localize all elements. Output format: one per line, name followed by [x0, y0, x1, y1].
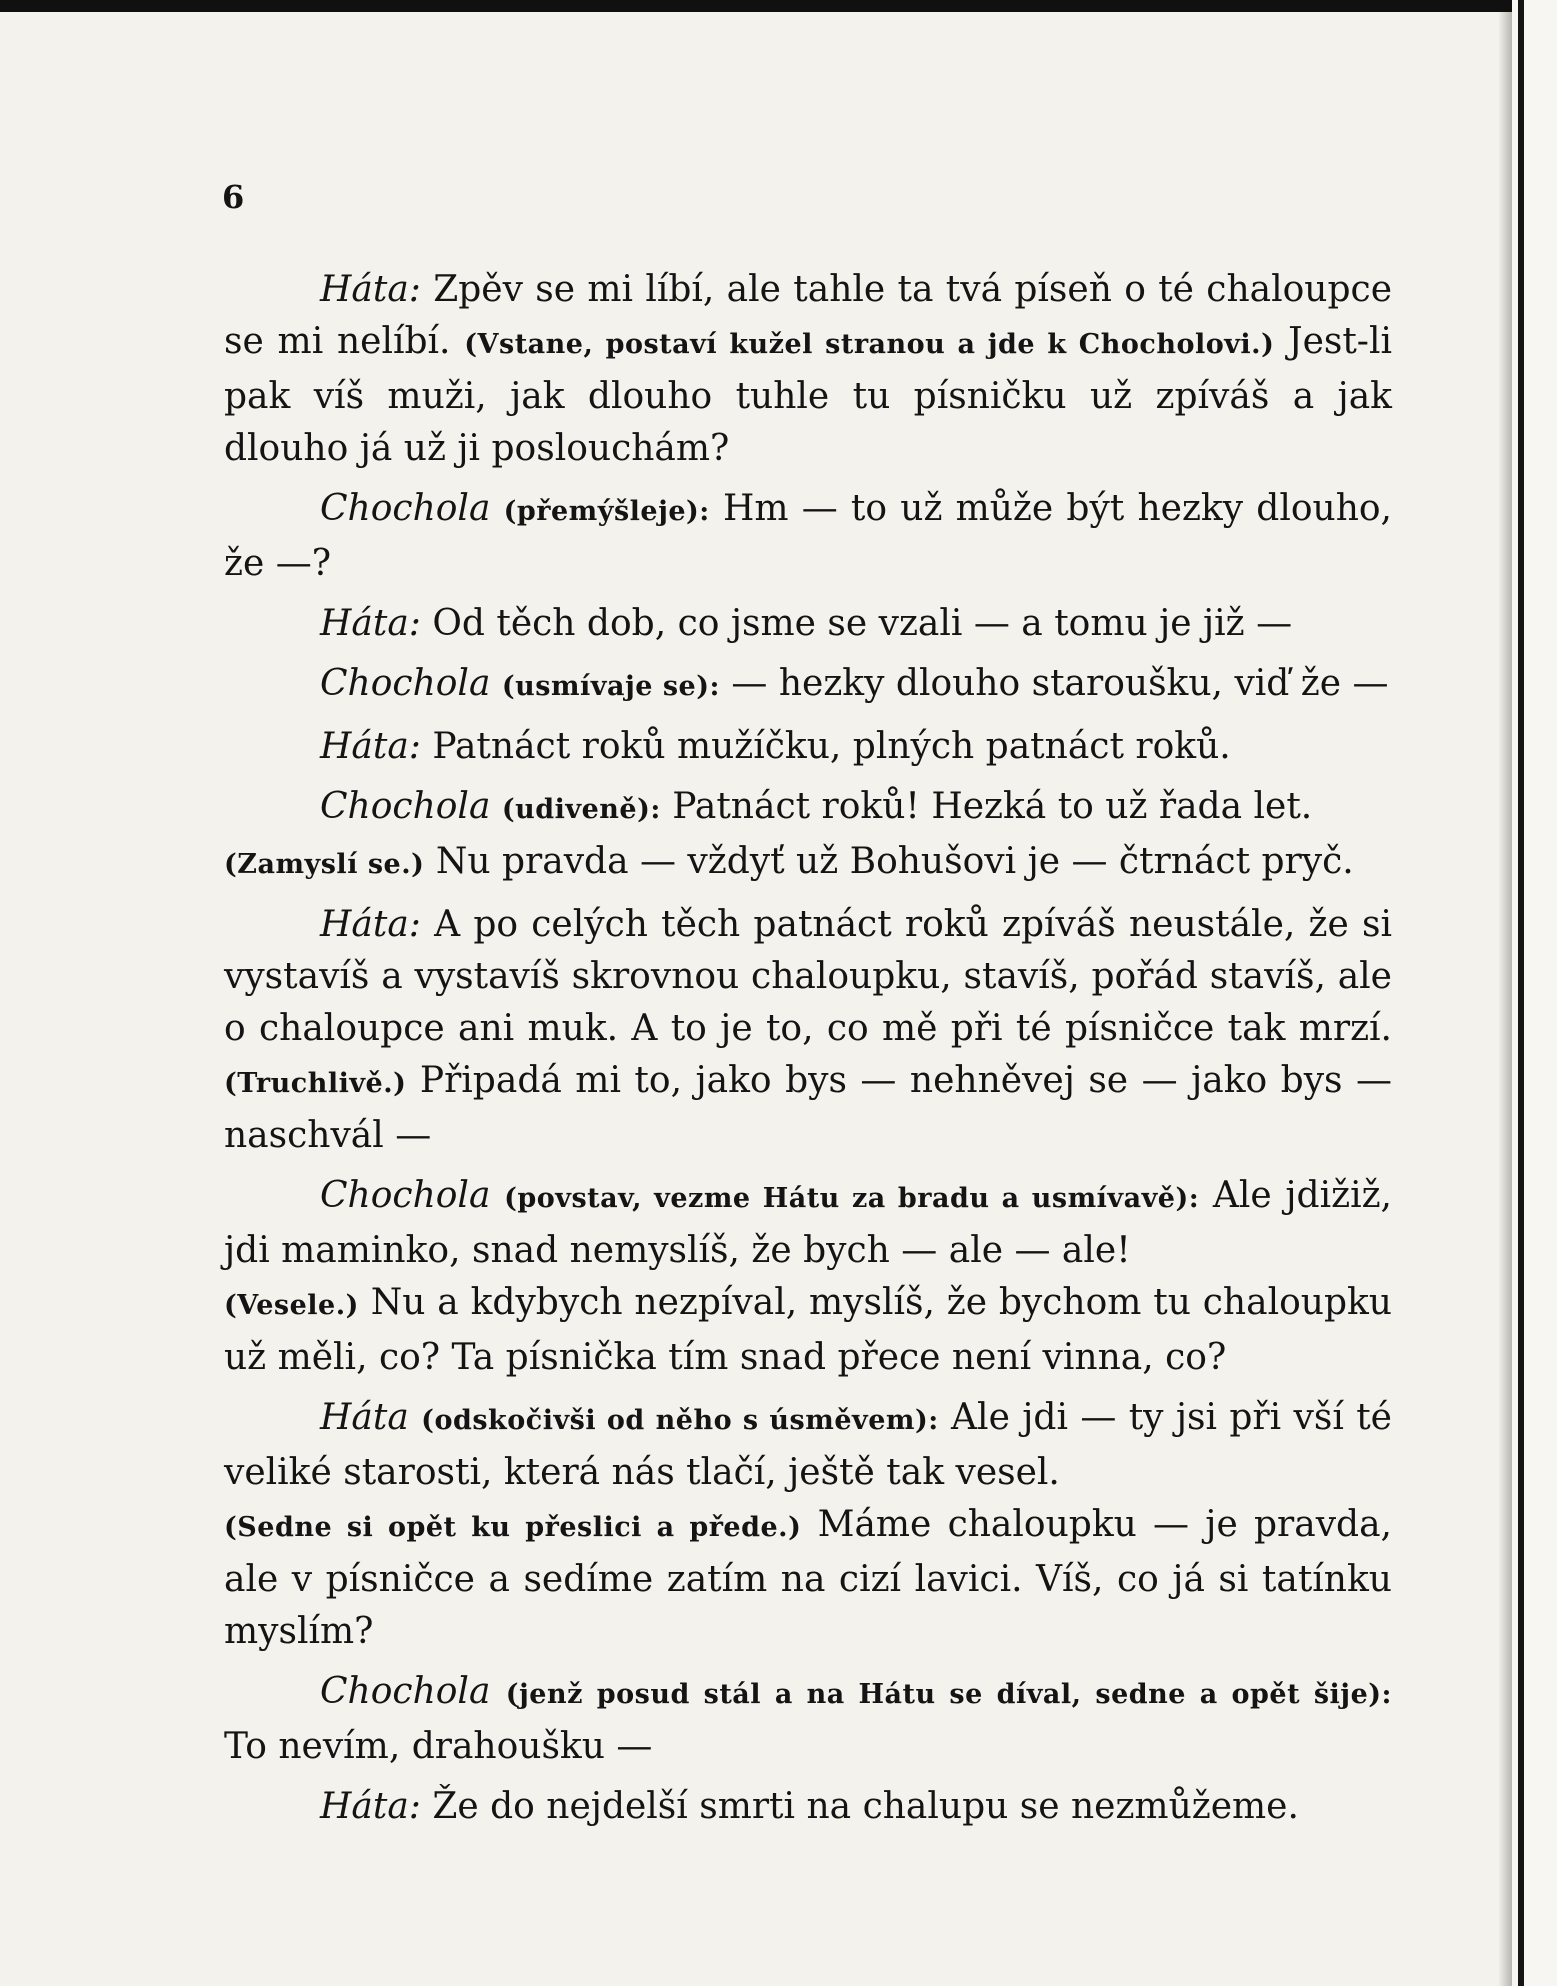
paragraph	[224, 264, 1392, 475]
scan-margin	[1512, 0, 1557, 1986]
stage-direction: (udiveně):	[501, 794, 661, 825]
dialogue-text: Patnáct roků mužíčku, plných patnáct roků.	[420, 726, 1231, 767]
dialogue-text: A po celých těch patnáct roků zpíváš neustále, že si vystavíš a vystavíš skrovnou chaloupku, stavíš, pořád stavíš, ale o chaloupce ani muk. A to je to, co mě při té písničce tak mrzí.	[224, 904, 1392, 1049]
paragraph	[224, 1277, 1392, 1384]
page-number: 6	[222, 178, 245, 216]
speaker-name: Háta:	[320, 269, 421, 310]
page-edge-shadow	[1498, 12, 1512, 1986]
stage-direction: (povstav, vezme Hátu za bradu a usmívavě):	[504, 1183, 1200, 1214]
book-page	[0, 12, 1512, 1986]
stage-direction: (Sedne si opět ku přeslici a přede.)	[224, 1512, 802, 1543]
paragraph	[224, 1499, 1392, 1658]
dialogue-text	[490, 786, 501, 827]
speaker-name: Chochola	[320, 1175, 491, 1216]
paragraph	[224, 1781, 1392, 1833]
dialogue-text	[490, 488, 503, 529]
speaker-name: Háta:	[320, 904, 421, 945]
paragraph	[224, 721, 1392, 773]
stage-direction: (jenž posud stál a na Hátu se díval, sedne a opět šije):	[505, 1679, 1392, 1710]
dialogue-text	[490, 1671, 505, 1712]
paragraph	[224, 1392, 1392, 1499]
speaker-name: Háta:	[320, 603, 421, 644]
dialogue-text: — hezky dlouho staroušku, viď že —	[719, 663, 1389, 704]
stage-direction: (Vstane, postaví kužel stranou a jde k Chocholovi.)	[464, 329, 1275, 360]
dialogue-text: Že do nejdelší smrti na chalupu se nezmůžeme.	[420, 1786, 1299, 1827]
stage-direction: (Vesele.)	[224, 1290, 359, 1321]
dialogue-text: Připadá mi to, jako bys — nehněvej se — jako bys — naschvál —	[224, 1060, 1392, 1156]
dialogue-text: Jest-li pak víš muži, jak dlouho tuhle tu písničku už zpíváš a jak dlouho já už ji poslouchám?	[224, 321, 1392, 469]
paragraph	[224, 1666, 1392, 1773]
dialogue-text: Hm — to už může být hezky dlouho, že —?	[224, 488, 1392, 584]
dialogue-text	[490, 1175, 504, 1216]
paragraph	[224, 598, 1392, 650]
dialogue-text: Nu pravda — vždyť už Bohušovi je — čtrnáct pryč.	[424, 841, 1354, 882]
dialogue-text	[409, 1397, 421, 1438]
stage-direction: (Truchlivě.)	[224, 1068, 407, 1099]
paragraph	[224, 899, 1392, 1162]
dialogue-text: Od těch dob, co jsme se vzali — a tomu je již —	[420, 603, 1293, 644]
paragraph	[224, 781, 1392, 836]
play-text	[224, 264, 1392, 1841]
dialogue-text: To nevím, drahoušku —	[224, 1726, 653, 1767]
dialogue-text: Patnáct roků! Hezká to už řada let.	[660, 786, 1313, 827]
stage-direction: (Zamyslí se.)	[224, 849, 425, 880]
speaker-name: Chochola	[320, 663, 491, 704]
paragraph	[224, 658, 1392, 713]
dialogue-text: Máme chaloupku — je pravda, ale v písničce a sedíme zatím na cizí lavici. Víš, co já si tatínku myslím?	[224, 1504, 1392, 1652]
paragraph	[224, 483, 1392, 590]
speaker-name: Háta	[320, 1397, 409, 1438]
scan-border-line	[1518, 0, 1524, 1986]
dialogue-text: Ale jdižiž, jdi maminko, snad nemyslíš, že bych — ale — ale!	[224, 1175, 1392, 1271]
paragraph	[224, 1170, 1392, 1277]
dialogue-text: Zpěv se mi líbí, ale tahle ta tvá píseň o té chaloupce se mi nelíbí.	[224, 269, 1392, 362]
paragraph	[224, 836, 1392, 891]
dialogue-text: Ale jdi — ty jsi při vší té veliké starosti, která nás tlačí, ještě tak vesel.	[224, 1397, 1392, 1493]
stage-direction: (přemýšleje):	[503, 496, 710, 527]
stage-direction: (usmívaje se):	[501, 671, 720, 702]
stage-direction: (odskočivši od něho s úsměvem):	[421, 1405, 939, 1436]
speaker-name: Háta:	[320, 1786, 421, 1827]
speaker-name: Chochola	[320, 1671, 491, 1712]
speaker-name: Chochola	[320, 786, 491, 827]
speaker-name: Chochola	[320, 488, 491, 529]
dialogue-text	[490, 663, 501, 704]
dialogue-text: Nu a kdybych nezpíval, myslíš, že bychom tu chaloupku už měli, co? Ta písnička tím snad přece není vinna, co?	[224, 1282, 1392, 1378]
speaker-name: Háta:	[320, 726, 421, 767]
